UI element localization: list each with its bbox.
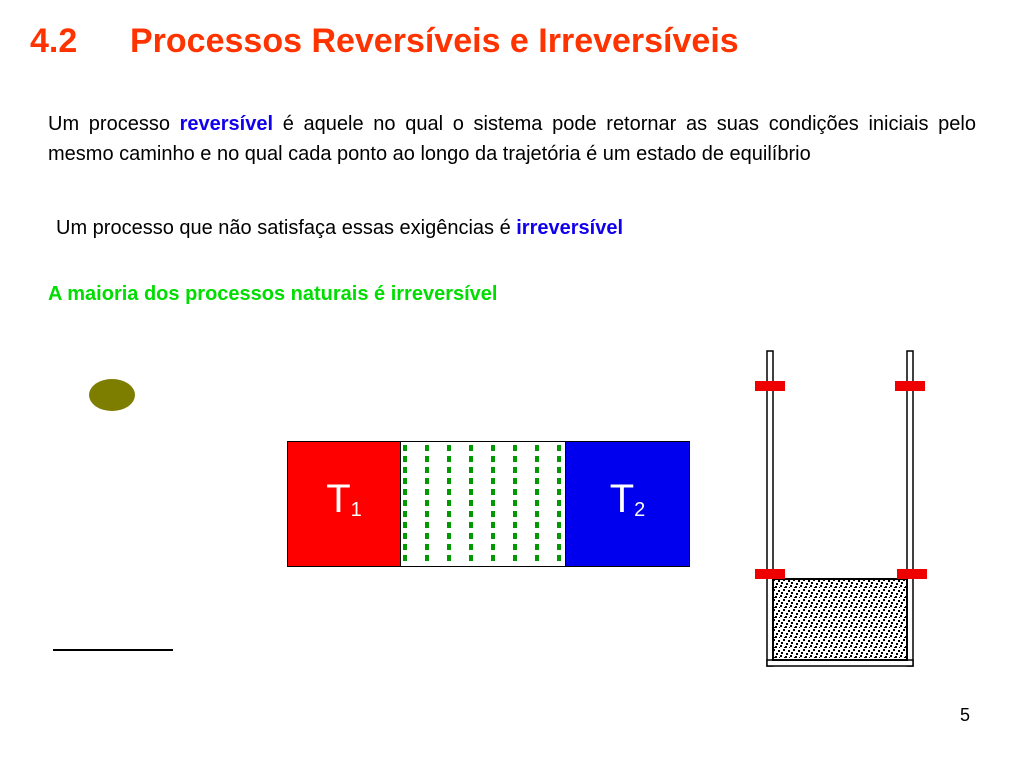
section-number: 4.2 <box>30 22 78 60</box>
paragraph1-prefix: Um processo <box>48 113 180 135</box>
paragraph-natural-processes: A maioria dos processos naturais é irreversível <box>48 283 498 305</box>
heat-conductor-dots <box>401 441 565 567</box>
slide-title <box>30 22 739 61</box>
hot-reservoir-box <box>287 441 401 567</box>
dot-column <box>425 445 429 563</box>
keyword-reversible: reversível <box>179 113 274 135</box>
piston-cylinder-diagram <box>740 345 940 675</box>
dot-column <box>469 445 473 563</box>
footnote-rule <box>53 649 173 651</box>
dot-column <box>491 445 495 563</box>
cold-reservoir-box <box>565 441 690 567</box>
lower-right-clamp <box>897 569 927 579</box>
hot-reservoir-label <box>288 474 400 535</box>
paragraph-irreversible-definition <box>56 213 623 243</box>
title-text: Processos Reversíveis e Irreversíveis <box>130 22 739 60</box>
keyword-irreversible: irreversível <box>516 217 624 239</box>
paragraph-reversible-definition <box>48 109 976 169</box>
olive-blob-image <box>89 379 135 411</box>
cold-label-letter: T <box>609 477 635 521</box>
upper-left-clamp <box>755 381 785 391</box>
dot-column <box>535 445 539 563</box>
page-number: 5 <box>959 705 970 725</box>
cold-label-subscript: 2 <box>634 499 646 521</box>
hot-label-letter: T <box>326 477 351 521</box>
upper-right-clamp <box>895 381 925 391</box>
piston-sand-block <box>773 579 907 660</box>
paragraph1-suffix: é aquele no qual o sistema pode retornar as suas condições iniciais pelo mesmo caminho e no qual cada ponto ao longo da trajetória é um estado de equilíbrio <box>48 113 976 165</box>
dot-column <box>557 445 561 563</box>
dot-column <box>513 445 517 563</box>
dot-column <box>403 445 407 563</box>
cold-reservoir-label <box>566 474 689 535</box>
paragraph2-prefix: Um processo que não satisfaça essas exigências é <box>56 217 517 239</box>
hot-label-subscript: 1 <box>350 499 362 521</box>
dot-column <box>447 445 451 563</box>
lower-left-clamp <box>755 569 785 579</box>
